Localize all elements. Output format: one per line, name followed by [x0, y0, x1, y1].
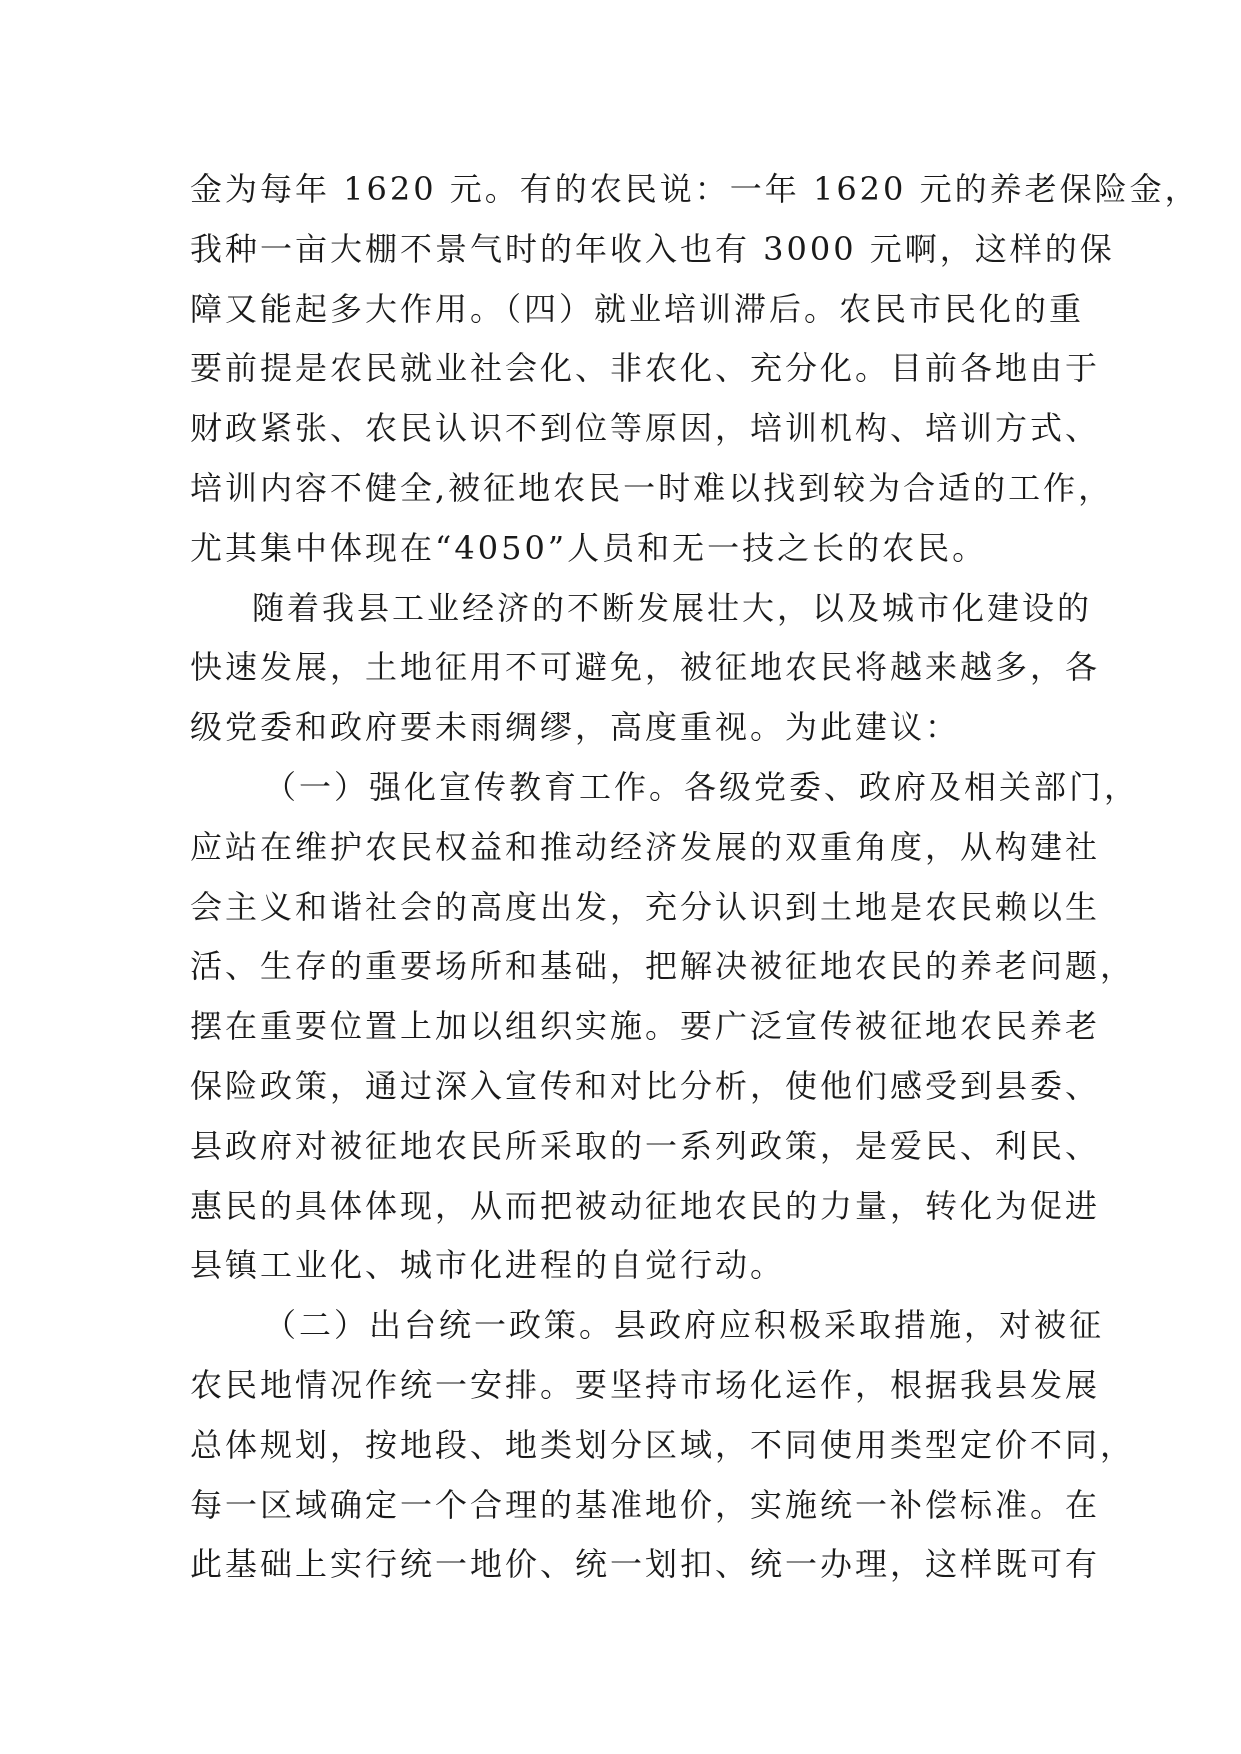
- text-line: 每一区域确定一个合理的基准地价，实施统一补偿标准。在: [190, 1485, 1101, 1524]
- text-line: 尤其集中体现在“4050”人员和无一技之长的农民。: [190, 528, 988, 567]
- paragraph-1: [190, 160, 1200, 579]
- body-text: [190, 160, 1200, 1595]
- text-line: 此基础上实行统一地价、统一划扣、统一办理，这样既可有: [190, 1545, 1101, 1584]
- paragraph-2: [190, 579, 1101, 758]
- text-line: 摆在重要位置上加以组织实施。要广泛宣传被征地农民养老: [190, 1007, 1101, 1046]
- text-line: 级党委和政府要未雨绸缪，高度重视。为此建议：: [190, 708, 961, 747]
- text-line: 我种一亩大棚不景气时的年收入也有 3000 元啊，这样的保: [190, 229, 1115, 268]
- text-line: 惠民的具体体现，从而把被动征地农民的力量，转化为促进: [190, 1186, 1101, 1225]
- text-line: 要前提是农民就业社会化、非农化、充分化。目前各地由于: [190, 349, 1101, 388]
- text-line: 县镇工业化、城市化进程的自觉行动。: [190, 1246, 786, 1285]
- text-line: 障又能起多大作用。（四）就业培训滞后。农民市民化的重: [190, 289, 1085, 328]
- text-line: 保险政策，通过深入宣传和对比分析，使他们感受到县委、: [190, 1066, 1101, 1105]
- paragraph-3: [190, 758, 1140, 1296]
- text-line: 金为每年 1620 元。有的农民说：一年 1620 元的养老保险金，: [190, 170, 1200, 208]
- text-line: （二）出台统一政策。县政府应积极采取措施，对被征: [264, 1306, 1105, 1345]
- text-line: 农民地情况作统一安排。要坚持市场化运作，根据我县发展: [190, 1365, 1101, 1404]
- text-line: 总体规划，按地段、地类划分区域，不同使用类型定价不同，: [190, 1425, 1136, 1464]
- text-line: 活、生存的重要场所和基础，把解决被征地农民的养老问题，: [190, 947, 1136, 986]
- text-line: 培训内容不健全,被征地农民一时难以找到较为合适的工作，: [190, 468, 1114, 507]
- text-line: 县政府对被征地农民所采取的一系列政策，是爱民、利民、: [190, 1126, 1101, 1165]
- text-line: 快速发展，土地征用不可避免，被征地农民将越来越多，各: [190, 648, 1101, 687]
- text-line: 财政紧张、农民认识不到位等原因，培训机构、培训方式、: [190, 409, 1101, 448]
- text-line: 应站在维护农民权益和推动经济发展的双重角度，从构建社: [190, 827, 1101, 866]
- text-line: 会主义和谐社会的高度出发，充分认识到土地是农民赖以生: [190, 887, 1101, 926]
- text-line: 随着我县工业经济的不断发展壮大，以及城市化建设的: [252, 588, 1093, 627]
- text-line: （一）强化宣传教育工作。各级党委、政府及相关部门，: [264, 767, 1140, 806]
- paragraph-4: [190, 1296, 1136, 1595]
